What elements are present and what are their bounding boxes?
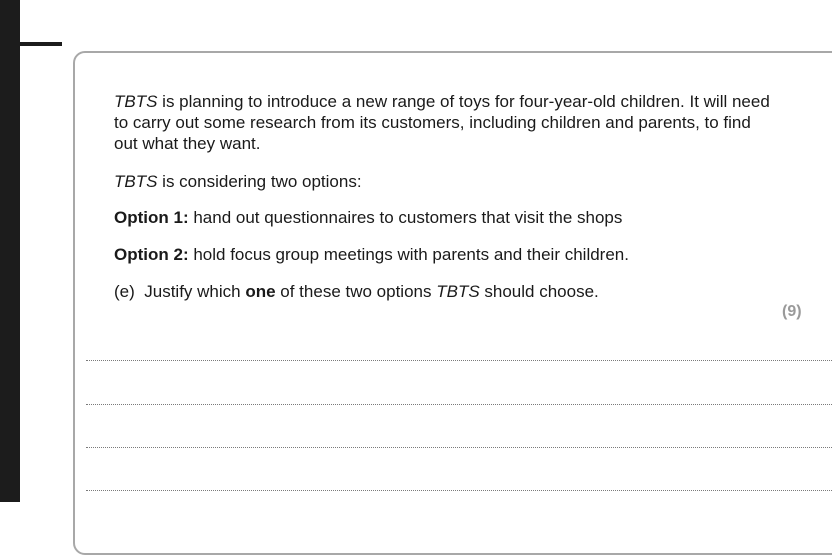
options-intro (114, 171, 362, 192)
question-part-e (114, 281, 599, 302)
part-e-text-after: should choose. (479, 282, 599, 301)
option-1-text: hand out questionnaires to customers that visit the shops (188, 208, 623, 227)
option-2-label: Option 2: (114, 245, 189, 264)
intro-text: is planning to introduce a new range of toys for four-year-old children. It will need to carry out some research from its customers, including children and parents, to find out what they want. (114, 92, 770, 153)
answer-line[interactable] (86, 404, 832, 405)
part-e-emphasis: one (245, 282, 276, 301)
answer-line[interactable] (86, 360, 832, 361)
company-name: TBTS (114, 92, 158, 111)
answer-line[interactable] (86, 490, 832, 491)
option-2-text: hold focus group meetings with parents and their children. (188, 245, 629, 264)
company-name: TBTS (114, 172, 158, 191)
option-2 (114, 244, 629, 265)
part-e-label: (e) (114, 282, 135, 301)
option-1-label: Option 1: (114, 208, 189, 227)
margin-tick (20, 42, 62, 46)
part-e-text-before: Justify which (144, 282, 246, 301)
company-name: TBTS (436, 282, 480, 301)
intro-paragraph (114, 91, 774, 154)
page-edge-bar (0, 0, 20, 502)
answer-line[interactable] (86, 447, 832, 448)
options-intro-text: is considering two options: (157, 172, 362, 191)
part-e-text-middle: of these two options (275, 282, 437, 301)
marks-indicator: (9) (782, 303, 802, 320)
option-1 (114, 207, 622, 228)
